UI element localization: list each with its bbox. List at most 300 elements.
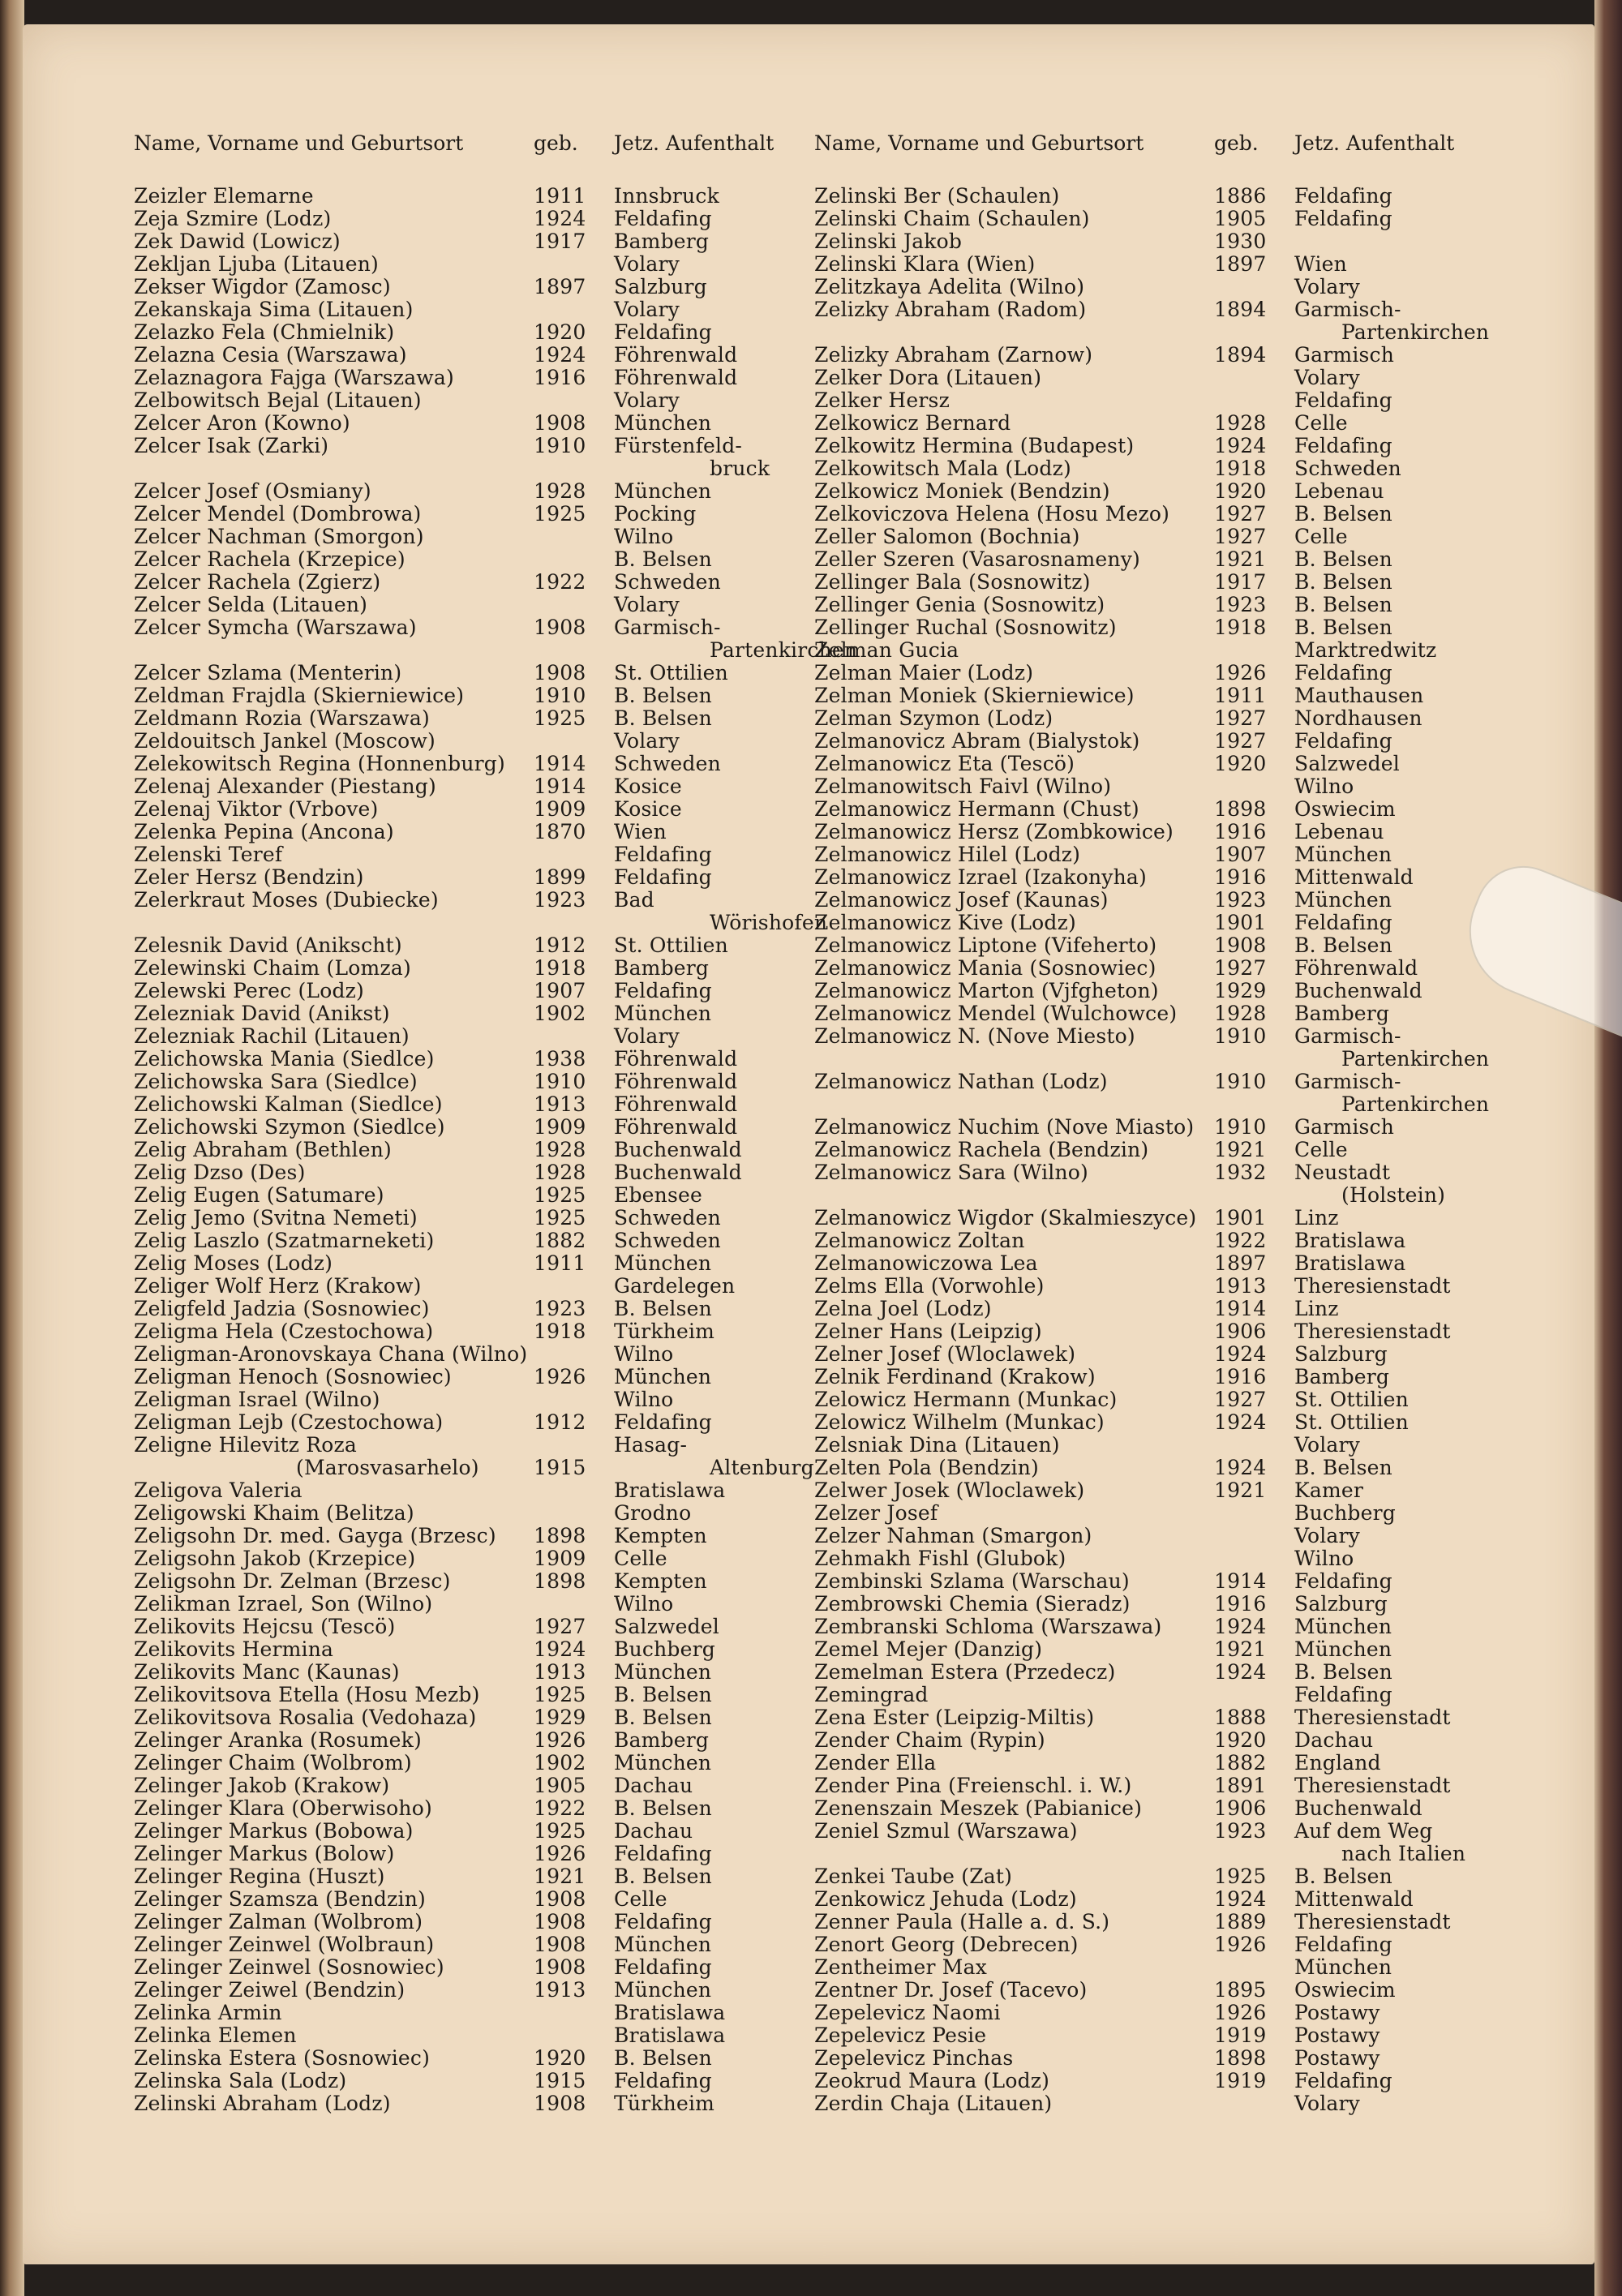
list-item — [134, 1501, 791, 1524]
entry-residence: Wien — [614, 820, 667, 843]
list-item — [134, 1478, 791, 1501]
list-item — [814, 752, 1479, 775]
entry-name: Zelekowitsch Regina (Honnenburg) — [134, 752, 505, 775]
entry-residence: Garmisch- — [614, 616, 721, 639]
entry-born: 1927 — [1214, 502, 1267, 526]
entry-born: 1910 — [534, 1070, 586, 1093]
entry-born: 1918 — [534, 1320, 586, 1343]
entry-born: 1924 — [1214, 434, 1267, 457]
list-item — [134, 1297, 791, 1320]
entry-born: 1908 — [534, 1887, 586, 1911]
entry-residence: München — [614, 1933, 712, 1956]
entry-born: 1927 — [1214, 1388, 1267, 1411]
entry-born: 1924 — [534, 207, 586, 230]
entry-residence: München — [1294, 1615, 1392, 1638]
entry-born: 1922 — [534, 1796, 586, 1820]
list-item — [134, 797, 791, 820]
list-item — [814, 411, 1479, 434]
list-item — [134, 1774, 791, 1796]
entry-born: 1911 — [1214, 684, 1267, 707]
list-item — [134, 911, 828, 934]
entry-born: 1928 — [1214, 1002, 1267, 1025]
entry-name: Zelig Dzso (Des) — [134, 1161, 306, 1184]
entry-name: Zelman Maier (Lodz) — [814, 661, 1034, 685]
entry-residence: Lebenau — [1294, 479, 1384, 503]
list-item — [134, 343, 791, 366]
list-item — [134, 2001, 791, 2023]
entry-name: Zeligman Lejb (Czestochowa) — [134, 1410, 444, 1434]
list-item — [814, 1456, 1479, 1478]
entry-name: Zelmanowicz Liptone (Vifeherto) — [814, 933, 1157, 957]
entry-residence: St. Ottilien — [614, 661, 728, 685]
entry-born: 1920 — [1214, 752, 1267, 775]
entry-residence: B. Belsen — [1294, 616, 1392, 639]
list-item — [134, 1092, 791, 1115]
entry-name: Zelikman Izrael, Son (Wilno) — [134, 1592, 433, 1616]
entry-name: Zelichowski Kalman (Siedlce) — [134, 1092, 443, 1116]
list-item — [814, 1501, 1479, 1524]
entry-born: 1882 — [1214, 1751, 1267, 1775]
list-item — [814, 2046, 1479, 2069]
entry-name: Zelaznagora Fajga (Warszawa) — [134, 366, 454, 389]
entry-name: Zelmanowicz Zoltan — [814, 1229, 1025, 1252]
list-item — [814, 1410, 1479, 1433]
list-item — [134, 1887, 791, 1910]
entry-name: Zembinski Szlama (Warschau) — [814, 1569, 1130, 1593]
entry-name: Zelezniak David (Anikst) — [134, 1002, 390, 1025]
entry-residence: Garmisch- — [1294, 1024, 1401, 1048]
list-item — [814, 343, 1479, 366]
entry-name: Zelkowicz Bernard — [814, 411, 1011, 435]
entry-born: 1911 — [534, 184, 586, 208]
entry-residence: München — [614, 411, 712, 435]
entry-born: 1926 — [1214, 2001, 1267, 2024]
list-item — [814, 1092, 1490, 1116]
entry-name: Zelmanowiczowa Lea — [814, 1251, 1038, 1275]
entry-born: 1924 — [1214, 1615, 1267, 1638]
entry-name: Zelcer Rachela (Zgierz) — [134, 570, 381, 594]
entry-residence: Mauthausen — [1294, 684, 1424, 707]
entry-born: 1921 — [1214, 1637, 1267, 1661]
entry-born: 1906 — [1214, 1320, 1267, 1343]
entry-residence: Wilno — [614, 1342, 674, 1366]
entry-name: Zeller Szeren (Vasarosnameny) — [814, 547, 1141, 571]
entry-born: 1897 — [1214, 252, 1267, 276]
entry-born: 1926 — [1214, 661, 1267, 685]
entry-born: 1920 — [1214, 1728, 1267, 1752]
list-item — [134, 1728, 791, 1751]
entry-born: 1897 — [1214, 1251, 1267, 1275]
list-item — [814, 1365, 1479, 1388]
entry-name: Zelowicz Hermann (Munkac) — [814, 1388, 1118, 1411]
list-item — [134, 479, 791, 502]
list-item — [134, 1070, 791, 1092]
list-item — [814, 1706, 1479, 1728]
entry-born: 1918 — [1214, 616, 1267, 639]
entry-residence: Salzwedel — [614, 1615, 719, 1638]
entry-name: Zelewski Perec (Lodz) — [134, 979, 364, 1002]
list-item — [134, 525, 791, 547]
list-item — [134, 1251, 791, 1274]
entry-name: Zelenski Teref — [134, 843, 283, 866]
entry-residence: Föhrenwald — [614, 343, 738, 367]
entry-name: Zelner Hans (Leipzig) — [814, 1320, 1042, 1343]
right-header-born: geb. — [1214, 131, 1259, 155]
entry-born: 1914 — [1214, 1297, 1267, 1320]
entry-name: Zelinger Regina (Huszt) — [134, 1865, 385, 1888]
entry-residence: München — [614, 1365, 712, 1388]
entry-name: Zelerkraut Moses (Dubiecke) — [134, 888, 439, 912]
entry-name: Zepelevicz Pinchas — [814, 2046, 1014, 2070]
entry-born: 1914 — [534, 752, 586, 775]
list-item — [814, 1592, 1479, 1615]
entry-residence: Feldafing — [614, 320, 712, 344]
entry-name: Zemelman Estera (Przedecz) — [814, 1660, 1116, 1684]
entry-name: Zelichowska Mania (Siedlce) — [134, 1047, 435, 1071]
entry-residence: Feldafing — [614, 1842, 712, 1865]
entry-name: Zelms Ella (Vorwohle) — [814, 1274, 1045, 1298]
entry-born: 1913 — [534, 1978, 586, 2002]
entry-residence: Mittenwald — [1294, 865, 1414, 889]
list-item — [814, 570, 1479, 593]
entry-name: Zelinska Sala (Lodz) — [134, 2069, 347, 2092]
entry-residence: Feldafing — [1294, 434, 1392, 457]
list-item — [814, 1615, 1479, 1637]
list-item — [134, 320, 791, 343]
entry-born: 1924 — [1214, 1456, 1267, 1479]
entry-name: Zeja Szmire (Lodz) — [134, 207, 332, 230]
list-item — [134, 366, 791, 388]
entry-residence: München — [1294, 1637, 1392, 1661]
entry-name: Zelinger Klara (Oberwisoho) — [134, 1796, 432, 1820]
entry-name: Zelikovits Manc (Kaunas) — [134, 1660, 400, 1684]
entry-born: 1925 — [1214, 1865, 1267, 1888]
entry-born: 1932 — [1214, 1161, 1267, 1184]
entry-residence: Feldafing — [1294, 1933, 1392, 1956]
entry-born: 1908 — [534, 1955, 586, 1979]
entry-residence: München — [1294, 843, 1392, 866]
list-item — [134, 1978, 791, 2001]
entry-residence: B. Belsen — [614, 1706, 712, 1729]
entry-residence: Fürstenfeld- — [614, 434, 743, 457]
entry-residence: Bamberg — [614, 956, 710, 980]
entry-residence: Altenburg — [710, 1456, 814, 1479]
list-item — [134, 207, 791, 230]
entry-born: 1898 — [534, 1524, 586, 1547]
list-item — [134, 593, 791, 616]
entry-residence: Feldafing — [1294, 661, 1392, 685]
list-item — [814, 388, 1479, 411]
list-item — [134, 729, 791, 752]
entry-residence: Buchberg — [614, 1637, 715, 1661]
entry-born: 1910 — [534, 684, 586, 707]
entry-residence: Celle — [1294, 525, 1348, 548]
left-header-born: geb. — [534, 131, 578, 155]
list-item — [814, 184, 1479, 207]
entry-residence: England — [1294, 1751, 1381, 1775]
entry-born: 1927 — [1214, 729, 1267, 753]
entry-residence: Salzburg — [1294, 1342, 1388, 1366]
entry-name: Zenner Paula (Halle a. d. S.) — [814, 1910, 1110, 1933]
entry-name: Zelewinski Chaim (Lomza) — [134, 956, 411, 980]
entry-residence: Gardelegen — [614, 1274, 736, 1298]
list-item — [134, 570, 791, 593]
list-item — [814, 1183, 1479, 1206]
entry-residence: B. Belsen — [1294, 1865, 1392, 1888]
entry-residence: St. Ottilien — [614, 933, 728, 957]
entry-name: Zelig Laszlo (Szatmarneketi) — [134, 1229, 435, 1252]
entry-residence: Bamberg — [1294, 1365, 1390, 1388]
entry-residence: Volary — [614, 729, 680, 753]
entry-name: Zelmanowicz Mania (Sosnowiec) — [814, 956, 1156, 980]
entry-name: Zelezniak Rachil (Litauen) — [134, 1024, 410, 1048]
entry-name: Zenkowicz Jehuda (Lodz) — [814, 1887, 1077, 1911]
entry-born: 1906 — [1214, 1796, 1267, 1820]
list-item — [814, 1229, 1479, 1251]
entry-residence: Bratislawa — [1294, 1229, 1406, 1252]
entry-born: 1919 — [1214, 2069, 1267, 2092]
entry-residence: Theresienstadt — [1294, 1320, 1451, 1343]
entry-born: 1924 — [1214, 1342, 1267, 1366]
entry-residence: Celle — [1294, 1138, 1348, 1161]
list-item — [134, 752, 791, 775]
entry-name: Zelten Pola (Bendzin) — [814, 1456, 1040, 1479]
entry-name: Zelitzkaya Adelita (Wilno) — [814, 275, 1085, 298]
entry-born: 1909 — [534, 1547, 586, 1570]
entry-residence: Volary — [1294, 2092, 1360, 2115]
entry-born: 1928 — [534, 1161, 586, 1184]
entry-residence: Linz — [1294, 1297, 1339, 1320]
entry-name: Zeokrud Maura (Lodz) — [814, 2069, 1050, 2092]
entry-residence: Bad — [614, 888, 654, 912]
book-spine — [0, 0, 24, 2296]
entry-residence: Mittenwald — [1294, 1887, 1414, 1911]
entry-name: Zekljan Ljuba (Litauen) — [134, 252, 379, 276]
list-item — [814, 1887, 1479, 1910]
entry-born: 1929 — [534, 1706, 586, 1729]
list-item — [134, 888, 791, 911]
entry-residence: Feldafing — [1294, 2069, 1392, 2092]
entry-residence: Lebenau — [1294, 820, 1384, 843]
entry-residence: Feldafing — [1294, 1569, 1392, 1593]
list-item — [814, 1115, 1479, 1138]
list-item — [134, 1365, 791, 1388]
list-item — [134, 1206, 791, 1229]
entry-born: 1913 — [534, 1092, 586, 1116]
entry-name: Zelikovitsova Etella (Hosu Mezb) — [134, 1683, 480, 1706]
entry-born: 1920 — [534, 2046, 586, 2070]
entry-born: 1923 — [534, 1297, 586, 1320]
entry-born: 1928 — [534, 1138, 586, 1161]
entry-name: Zelikovits Hejcsu (Tescö) — [134, 1615, 396, 1638]
entry-name: Zelinger Jakob (Krakow) — [134, 1774, 390, 1797]
list-item — [814, 525, 1479, 547]
entry-name: Zelichowski Szymon (Siedlce) — [134, 1115, 445, 1139]
list-item — [814, 1342, 1479, 1365]
list-item — [814, 1910, 1479, 1933]
entry-born: 1925 — [534, 502, 586, 526]
entry-born: 1925 — [534, 706, 586, 730]
list-item — [134, 2069, 791, 2092]
list-item — [814, 1161, 1479, 1183]
list-item — [134, 979, 791, 1002]
entry-residence: Buchenwald — [614, 1138, 742, 1161]
entry-name: Zelinski Ber (Schaulen) — [814, 184, 1060, 208]
entry-residence: B. Belsen — [614, 1297, 712, 1320]
entry-born: 1924 — [534, 1637, 586, 1661]
entry-name: Zelenaj Viktor (Vrbove) — [134, 797, 379, 821]
entry-name: Zelzer Josef — [814, 1501, 938, 1525]
entry-name: Zelinka Elemen — [134, 2023, 297, 2047]
entry-name: Zelbowitsch Bejal (Litauen) — [134, 388, 422, 412]
entry-residence: München — [614, 1002, 712, 1025]
entry-name: Zentheimer Max — [814, 1955, 988, 1979]
entry-residence: Postawy — [1294, 2001, 1380, 2024]
entry-residence: Buchberg — [1294, 1501, 1396, 1525]
entry-name: Zelig Jemo (Svitna Nemeti) — [134, 1206, 418, 1230]
list-item — [814, 457, 1479, 479]
entry-born: 1910 — [1214, 1070, 1267, 1093]
list-item — [814, 1206, 1479, 1229]
entry-residence: Postawy — [1294, 2046, 1380, 2070]
entry-residence: Feldafing — [1294, 184, 1392, 208]
list-item — [814, 1138, 1479, 1161]
entry-born: 1923 — [534, 888, 586, 912]
list-item — [814, 797, 1479, 820]
entry-name: Zelmanowicz Sara (Wilno) — [814, 1161, 1088, 1184]
entry-residence: Wilno — [1294, 1547, 1354, 1570]
list-item — [814, 2023, 1479, 2046]
list-item — [134, 1410, 791, 1433]
entry-name: Zelenka Pepina (Ancona) — [134, 820, 394, 843]
entry-residence: Kempten — [614, 1569, 707, 1593]
entry-residence: Partenkirchen — [710, 638, 858, 662]
entry-residence: Dachau — [614, 1819, 693, 1843]
entry-name: Zelker Dora (Litauen) — [814, 366, 1042, 389]
entry-born: 1927 — [1214, 706, 1267, 730]
right-header-name: Name, Vorname und Geburtsort — [814, 131, 1144, 155]
entry-born: 1901 — [1214, 1206, 1267, 1230]
list-item — [814, 230, 1479, 252]
list-item — [814, 1320, 1479, 1342]
entry-name: Zelinger Markus (Bolow) — [134, 1842, 395, 1865]
list-item — [134, 1637, 791, 1660]
entry-born: 1925 — [534, 1819, 586, 1843]
list-item — [814, 684, 1479, 706]
list-item — [134, 388, 791, 411]
entry-name: Zelmanowicz Eta (Tescö) — [814, 752, 1075, 775]
entry-born: 1914 — [534, 775, 586, 798]
entry-born: 1924 — [1214, 1410, 1267, 1434]
list-item — [814, 1728, 1479, 1751]
list-item — [134, 638, 858, 662]
entry-residence: Postawy — [1294, 2023, 1380, 2047]
entry-born: 1913 — [1214, 1274, 1267, 1298]
entry-born: 1912 — [534, 933, 586, 957]
entry-name: Zeldmann Rozia (Warszawa) — [134, 706, 430, 730]
entry-residence: Volary — [614, 252, 680, 276]
entry-born: 1891 — [1214, 1774, 1267, 1797]
list-item — [134, 1342, 791, 1365]
entry-name: Zelmanowicz Josef (Kaunas) — [814, 888, 1109, 912]
entry-born: 1921 — [1214, 547, 1267, 571]
list-item — [134, 1320, 791, 1342]
entry-name: Zelna Joel (Lodz) — [814, 1297, 992, 1320]
entry-born: 1929 — [1214, 979, 1267, 1002]
list-item — [134, 1002, 791, 1024]
entry-name: Zelmanowicz Mendel (Wulchowce) — [814, 1002, 1178, 1025]
entry-born: 1926 — [534, 1728, 586, 1752]
entry-born: 1927 — [1214, 956, 1267, 980]
entry-name: Zelman Gucia — [814, 638, 959, 662]
entry-residence: Bratislawa — [1294, 1251, 1406, 1275]
list-item — [814, 843, 1479, 865]
entry-residence: Feldafing — [614, 1410, 712, 1434]
entry-name: Zelman Moniek (Skierniewice) — [814, 684, 1135, 707]
entry-name: Zenort Georg (Debrecen) — [814, 1933, 1079, 1956]
entry-name: Zelizky Abraham (Zarnow) — [814, 343, 1093, 367]
entry-residence: B. Belsen — [614, 684, 712, 707]
entry-residence: Föhrenwald — [1294, 956, 1418, 980]
entry-residence: B. Belsen — [614, 1683, 712, 1706]
entry-name: Zelmanovicz Abram (Bialystok) — [814, 729, 1140, 753]
entry-residence: Salzburg — [1294, 1592, 1388, 1616]
list-item — [814, 547, 1479, 570]
entry-residence: St. Ottilien — [1294, 1388, 1409, 1411]
entry-residence: Volary — [1294, 1524, 1360, 1547]
list-item — [134, 820, 791, 843]
entry-name: Zelichowska Sara (Siedlce) — [134, 1070, 418, 1093]
list-item — [814, 320, 1490, 344]
entry-name: Zellinger Genia (Sosnowitz) — [814, 593, 1105, 616]
list-item — [134, 1706, 791, 1728]
list-item — [134, 252, 791, 275]
entry-name: Zelkowitsch Mala (Lodz) — [814, 457, 1071, 480]
entry-name: Zelcer Rachela (Krzepice) — [134, 547, 406, 571]
entry-residence: Dachau — [614, 1774, 693, 1797]
list-item — [134, 1842, 791, 1865]
entry-name: Zekser Wigdor (Zamosc) — [134, 275, 391, 298]
entry-born: 1928 — [534, 479, 586, 503]
entry-name: Zekanskaja Sima (Litauen) — [134, 298, 414, 321]
entry-born: 1927 — [534, 1615, 586, 1638]
entry-born: 1914 — [1214, 1569, 1267, 1593]
entry-name: Zender Ella — [814, 1751, 937, 1775]
list-item — [814, 1524, 1479, 1547]
list-item — [134, 434, 791, 457]
entry-born: 1886 — [1214, 184, 1267, 208]
entry-name: Zellinger Ruchal (Sosnowitz) — [814, 616, 1117, 639]
list-item — [134, 616, 791, 638]
entry-residence: Wilno — [614, 525, 674, 548]
list-item — [134, 956, 791, 979]
entry-residence: München — [614, 1660, 712, 1684]
entry-residence: Wilno — [614, 1388, 674, 1411]
entry-residence: Theresienstadt — [1294, 1910, 1451, 1933]
entry-name: Zelner Josef (Wloclawek) — [814, 1342, 1076, 1366]
entry-residence: Dachau — [1294, 1728, 1374, 1752]
entry-born: 1908 — [534, 1933, 586, 1956]
list-item — [814, 1547, 1479, 1569]
entry-name: Zelesnik David (Anikscht) — [134, 933, 402, 957]
entry-born: 1921 — [534, 1865, 586, 1888]
entry-born: 1913 — [534, 1660, 586, 1684]
entry-name: Zepelevicz Pesie — [814, 2023, 987, 2047]
entry-born: 1930 — [1214, 230, 1267, 253]
entry-name: Zelinger Chaim (Wolbrom) — [134, 1751, 412, 1775]
entry-name: Zeliger Wolf Herz (Krakow) — [134, 1274, 422, 1298]
list-item — [134, 933, 791, 956]
